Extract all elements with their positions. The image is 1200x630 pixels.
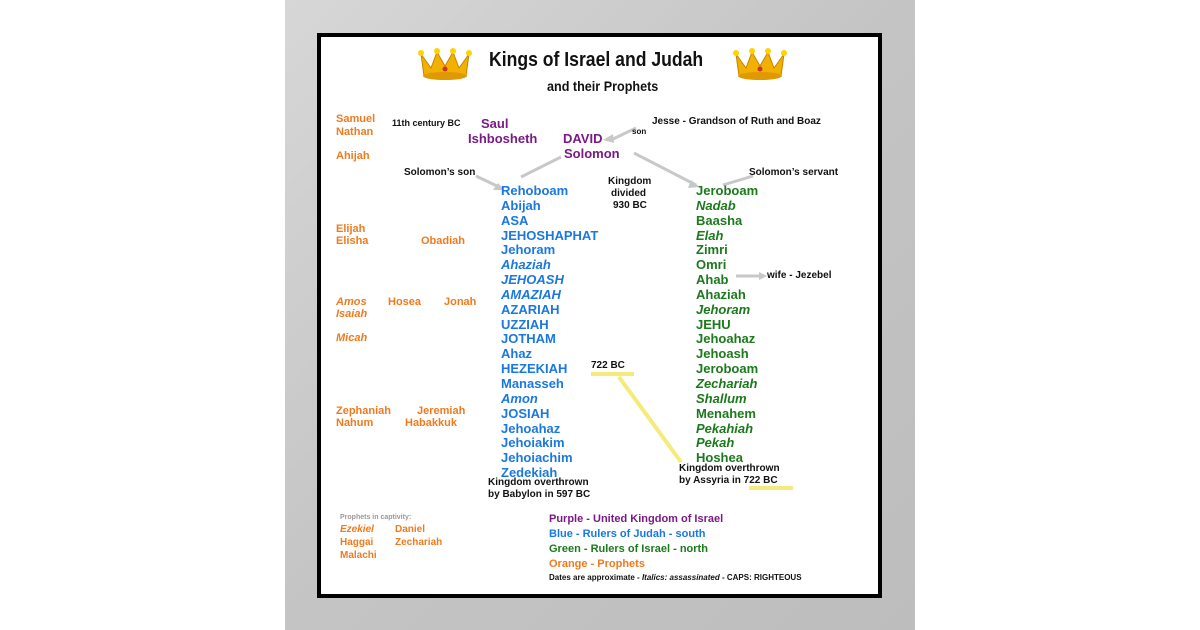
date-722bc: 722 BC xyxy=(591,360,625,371)
israel-king: Zimri xyxy=(696,242,728,258)
solomons-servant-note: Solomon’s servant xyxy=(749,167,839,178)
judah-king: Ahaziah xyxy=(501,257,551,273)
israel-end-line2 xyxy=(679,476,778,486)
prophet-zephaniah: Zephaniah xyxy=(336,405,392,417)
israel-king: Zechariah xyxy=(696,375,758,391)
prophet-daniel: Daniel xyxy=(395,524,426,535)
israel-king: Elah xyxy=(696,227,724,243)
legend-blue: Blue - Rulers of Judah - south xyxy=(549,528,706,540)
solomons-son-note: Solomon’s son xyxy=(404,167,476,178)
century-label: 11th century BC xyxy=(392,118,461,128)
arrowhead xyxy=(759,272,767,280)
judah-king: Jehoiachim xyxy=(501,450,573,466)
connector-son-rehoboam xyxy=(476,176,499,187)
judah-king: Jehoram xyxy=(501,242,556,258)
judah-king: JEHOSHAPHAT xyxy=(501,227,599,243)
poster-subtitle: and their Prophets xyxy=(547,78,659,94)
israel-king: Omri xyxy=(696,257,727,273)
prophet-micah: Micah xyxy=(336,332,368,344)
israel-king: Baasha xyxy=(696,212,743,228)
judah-end-line1: Kingdom overthrown xyxy=(488,477,589,488)
israel-king: Shallum xyxy=(696,390,747,406)
israel-king: Jehoram xyxy=(696,301,751,317)
israel-end-line1: Kingdom overthrown xyxy=(679,463,780,474)
poster xyxy=(317,33,882,598)
judah-king: AZARIAH xyxy=(501,301,560,317)
israel-king: Nadab xyxy=(696,197,736,213)
israel-king: Jehoash xyxy=(696,346,749,362)
king-solomon: Solomon xyxy=(564,146,620,161)
israel-end-date: 722 BC xyxy=(743,475,778,486)
kingdom-divided-line2: divided xyxy=(611,188,647,199)
connector-solomon-rehoboam xyxy=(521,157,561,177)
king-ishbosheth: Ishbosheth xyxy=(468,131,538,146)
judah-king: Manasseh xyxy=(501,375,564,391)
israel-king: Pekahiah xyxy=(696,420,754,436)
judah-end-line2: by Babylon in 597 BC xyxy=(488,489,591,500)
israel-king: JEHU xyxy=(696,316,731,332)
prophet-isaiah: Isaiah xyxy=(336,308,368,320)
son-note: son xyxy=(632,127,647,136)
footer-caps: - CAPS: RIGHTEOUS xyxy=(719,573,802,582)
legend-purple: Purple - United Kingdom of Israel xyxy=(549,513,724,525)
israel-kings-list xyxy=(696,184,758,466)
israel-end-text: by Assyria in xyxy=(679,475,744,486)
legend-footer xyxy=(549,574,802,582)
judah-king: JOSIAH xyxy=(501,405,550,421)
prophet-hosea: Hosea xyxy=(388,296,422,308)
prophet-ezekiel: Ezekiel xyxy=(340,524,374,535)
israel-king: Jeroboam xyxy=(696,361,759,377)
israel-king: Jeroboam xyxy=(696,183,759,198)
judah-king: AMAZIAH xyxy=(501,286,561,302)
jesse-note: Jesse - Grandson of Ruth and Boaz xyxy=(652,116,821,127)
israel-king: Jehoahaz xyxy=(696,331,756,347)
israel-king: Menahem xyxy=(696,405,756,421)
captivity-heading: Prophets in captivity: xyxy=(340,514,412,521)
connector-722bc xyxy=(619,377,681,462)
footer-dates: Dates are approximate xyxy=(549,573,635,582)
prophet-malachi: Malachi xyxy=(340,550,377,561)
prophet-samuel: Samuel xyxy=(336,113,376,125)
prophet-elijah: Elijah xyxy=(336,223,366,235)
israel-king: Ahaziah xyxy=(696,286,746,302)
jezebel-note: wife - Jezebel xyxy=(767,270,832,281)
crown-icon xyxy=(732,42,788,82)
judah-king: Jehoiakim xyxy=(501,435,565,451)
judah-king: Ahaz xyxy=(501,346,533,362)
prophet-amos: Amos xyxy=(336,296,367,308)
judah-king: Rehoboam xyxy=(501,183,569,198)
prophet-elisha: Elisha xyxy=(336,235,369,247)
prophet-habakkuk: Habakkuk xyxy=(405,417,457,429)
prophet-zechariah: Zechariah xyxy=(395,537,443,548)
kingdom-divided-line1: Kingdom xyxy=(608,176,652,187)
israel-king: Pekah xyxy=(696,435,735,451)
judah-king: Amon xyxy=(501,390,538,406)
poster-title: Kings of Israel and Judah xyxy=(489,49,704,71)
prophet-jeremiah: Jeremiah xyxy=(417,405,466,417)
legend-green: Green - Rulers of Israel - north xyxy=(549,543,708,555)
kingdom-divided-date: 930 BC xyxy=(613,200,647,211)
king-saul: Saul xyxy=(481,116,509,131)
prophet-ahijah: Ahijah xyxy=(336,150,370,162)
judah-king: Abijah xyxy=(501,197,541,213)
crown-icon xyxy=(417,42,473,82)
judah-king: Zedekiah xyxy=(501,465,558,481)
prophet-jonah: Jonah xyxy=(444,296,477,308)
king-david: DAVID xyxy=(563,131,603,146)
israel-king: Ahab xyxy=(696,272,729,288)
israel-king: Hoshea xyxy=(696,450,743,466)
judah-king: ASA xyxy=(501,212,529,228)
prophet-haggai: Haggai xyxy=(340,537,374,548)
judah-kings-list xyxy=(501,184,598,481)
judah-king: JEHOASH xyxy=(501,272,564,288)
judah-king: UZZIAH xyxy=(501,316,549,332)
judah-king: Jehoahaz xyxy=(501,420,561,436)
judah-king: JOTHAM xyxy=(501,331,556,347)
footer-italics: - Italics: assassinated xyxy=(634,573,720,582)
prophet-nathan: Nathan xyxy=(336,126,374,138)
legend-orange: Orange - Prophets xyxy=(549,558,645,570)
arrowhead xyxy=(603,134,614,143)
prophet-nahum: Nahum xyxy=(336,417,374,429)
judah-king: HEZEKIAH xyxy=(501,361,568,377)
prophet-obadiah: Obadiah xyxy=(421,235,466,247)
